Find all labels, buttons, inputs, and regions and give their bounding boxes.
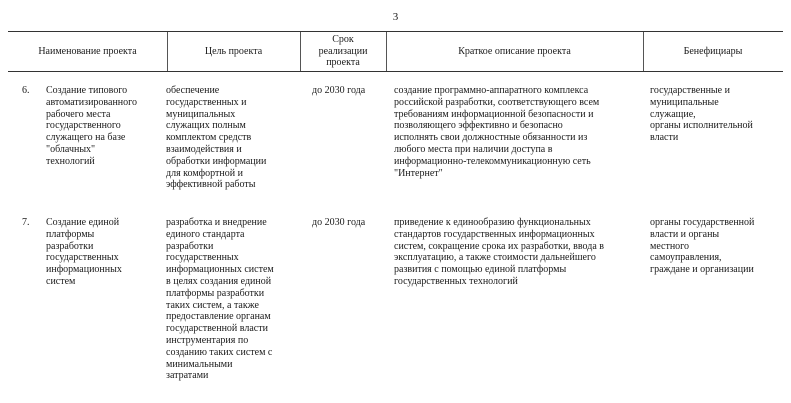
project-description: приведение к единообразию функциональных стандартов государственных информационных систем, сокращение срока их разработки, ввода в эксплуатацию, а также стоимости дальнейшего развития с помощью единой платформы государственных технологий [394,217,605,287]
header-term-label: Срок реализации проекта [318,34,368,69]
header-description [386,32,643,71]
page-number: 3 [392,11,399,23]
header-description-label: Краткое описание проекта [458,45,571,57]
project-description: создание программно-аппаратного комплекса российской разработки, соответствующего всем требованиям информационной безопасности и позволяющего эффективно и безопасно исполнять свои должностные обязанности из любого места при наличии доступа в информационно-телекоммуникационную сеть "Интернет" [394,85,600,179]
header-beneficiaries [643,32,783,71]
project-name: Создание единой платформы разработки государственных информационных систем [46,217,122,287]
header-goal [167,32,300,71]
project-beneficiaries: государственные и муниципальные служащие, органы исполнительной власти [650,85,753,144]
table-header-rule [8,71,783,72]
header-name-label: Наименование проекта [38,45,137,57]
project-term: до 2030 года [312,217,366,228]
header-beneficiaries-label: Бенефициары [683,45,743,57]
header-term [300,32,386,71]
row-number: 7. [22,217,30,228]
project-name: Создание типового автоматизированного рабочего места государственного служащего на базе "облачных" технологий [46,85,138,167]
project-term: до 2030 года [312,85,366,96]
project-goal: разработка и внедрение единого стандарта разработки государственных информационных систем в целях создания единой платформы разработки таких систем, а также предоставление органам государственной власти инструментария по созданию таких систем с минимальными затратами [166,217,274,382]
header-name [8,32,167,71]
row-number: 6. [22,85,30,96]
project-goal: обеспечение государственных и муниципальных служащих полным комплектом средств взаимодействия и обработки информации для комфортной и эффективной работы [166,85,267,191]
project-beneficiaries: органы государственной власти и органы местного самоуправления, граждане и организации [650,217,755,276]
header-goal-label: Цель проекта [204,45,263,57]
